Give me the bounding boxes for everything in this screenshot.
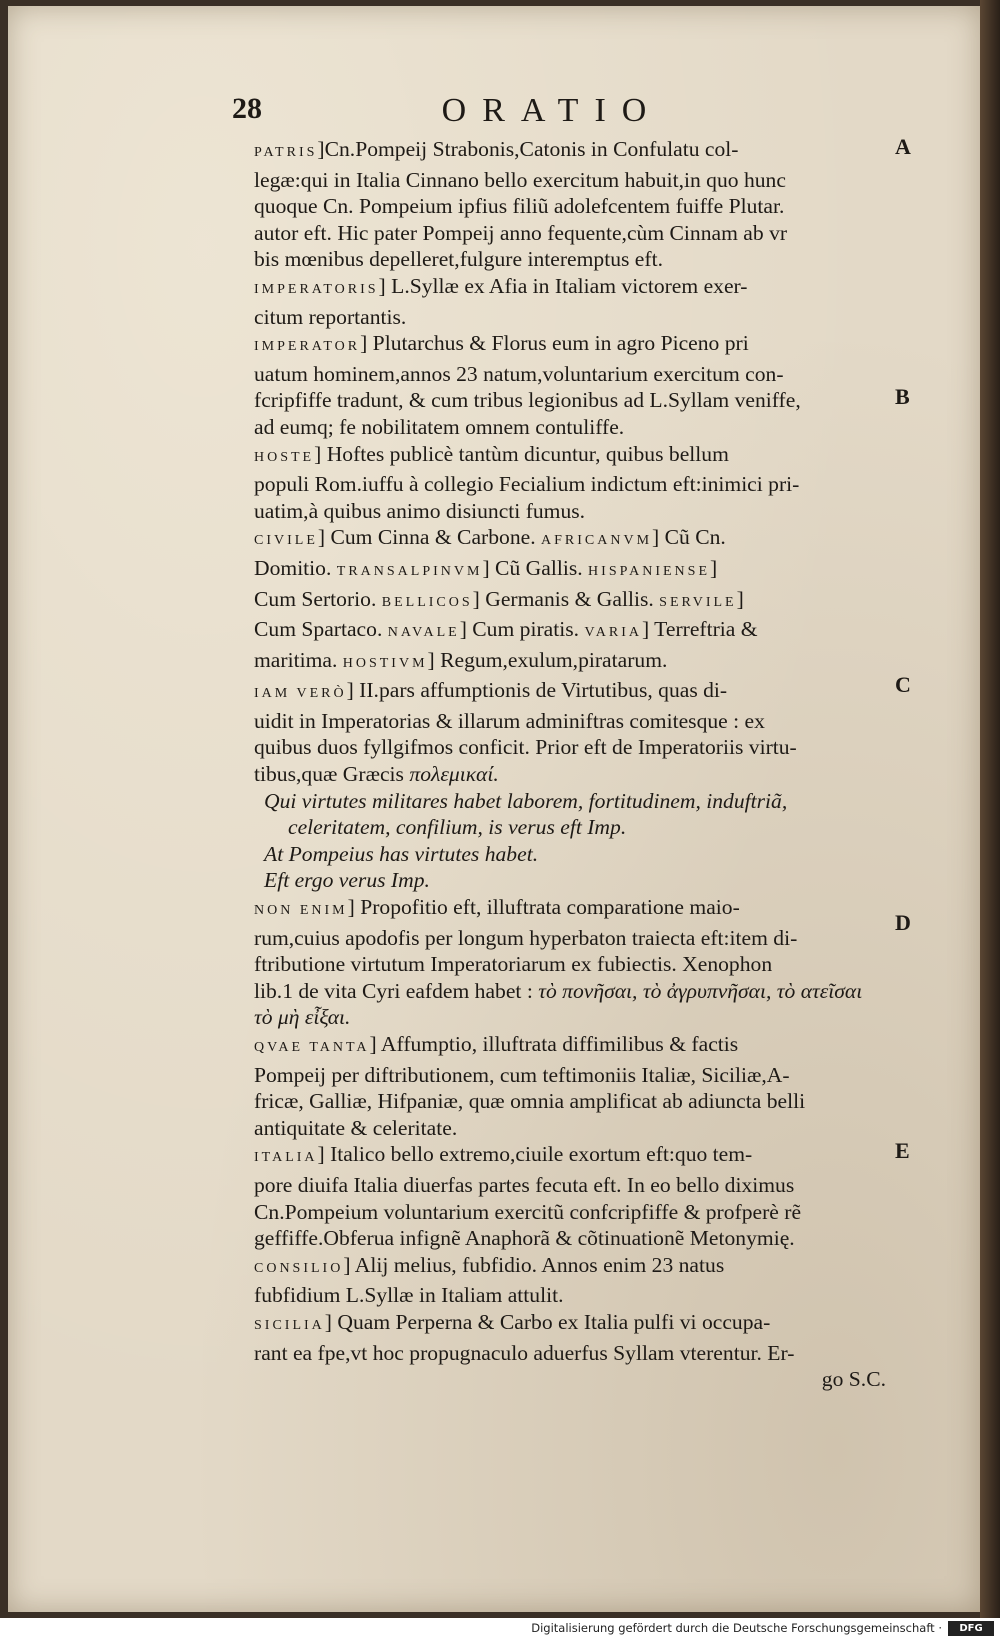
text-line	[232, 304, 892, 331]
paragraph	[232, 136, 892, 273]
italic-text: τὸ μὴ εἶξαι.	[254, 1005, 351, 1030]
lemma: NAVALE	[387, 625, 460, 641]
text-line	[232, 708, 892, 735]
italic-text: celeritatem, confilium, is verus eft Imp.	[288, 815, 627, 840]
paragraph	[232, 273, 892, 330]
text-line	[232, 761, 892, 788]
text-run: populi Rom.iuffu à collegio Fecialium indictum eft:inimici pri-	[254, 472, 800, 497]
text-run: tibus,quæ Græcis	[254, 762, 410, 787]
lemma: BELLICOS	[381, 594, 473, 610]
text-run: Cum Spartaco.	[254, 617, 388, 642]
lemma: IMPERATOR	[254, 339, 361, 355]
text-line	[232, 978, 892, 1005]
text-line	[264, 814, 892, 841]
text-run: Domitio.	[254, 555, 337, 580]
paragraph	[232, 441, 892, 525]
text-line	[232, 441, 892, 472]
text-run: rum,cuius apodofis per longum hyperbaton traiecta eft:item di-	[254, 925, 798, 950]
text-run: uatum hominem,annos 23 natum,voluntarium exercitum con-	[254, 361, 784, 386]
text-run: uidit in Imperatorias & illarum adminiftras comitesque : ex	[254, 708, 765, 733]
paragraph	[232, 677, 892, 787]
lemma: AFRICANVM	[541, 533, 653, 549]
text-line	[232, 330, 892, 361]
margin-letter-a: A	[895, 134, 911, 159]
lemma: TRANSALPINVM	[336, 563, 483, 579]
text-line	[232, 616, 892, 647]
italic-text: At Pompeius has virtutes habet.	[264, 841, 539, 866]
text-run: ]	[736, 586, 744, 611]
lemma: HISPANIENSE	[588, 563, 710, 579]
text-run: ] Hoftes publicè tantùm dicuntur, quibus bellum	[314, 441, 729, 466]
text-line	[232, 1199, 892, 1226]
lemma: QVAE TANTA	[254, 1040, 370, 1055]
text-run: geffiffe.Obferua infignẽ Anaphorã & cõtinuationẽ Metonymię.	[254, 1226, 795, 1251]
text-line	[264, 788, 892, 815]
text-body	[232, 136, 892, 1393]
text-run: ] Quam Perperna & Carbo ex Italia pulfi vi occupa-	[324, 1309, 771, 1334]
text-run: ]Cn.Pompeij Strabonis,Catonis in Confulatu col-	[317, 137, 739, 161]
paragraph	[232, 524, 892, 677]
text-run: Pompeij per diftributionem, cum teftimoniis Italiæ, Siciliæ,A-	[254, 1062, 790, 1087]
text-line	[232, 1062, 892, 1089]
text-run: ] II.pars affumptionis de Virtutibus, quas di-	[346, 678, 728, 703]
text-run: citum reportantis.	[254, 304, 407, 329]
text-line	[232, 1031, 892, 1062]
text-run: ] Italico bello extremo,ciuile exortum eft:quo tem-	[317, 1142, 753, 1167]
text-line	[232, 471, 892, 498]
text-run: fcripfiffe tradunt, & cum tribus legionibus ad L.Syllam veniffe,	[254, 388, 801, 413]
text-line	[232, 1252, 892, 1283]
lemma: SERVILE	[659, 594, 737, 610]
text-line	[232, 193, 892, 220]
lemma: PATRIS	[254, 145, 318, 160]
lemma: NON ENIM	[254, 903, 348, 919]
footer-credit: Digitalisierung gefördert durch die Deutsche Forschungsgemeinschaft ·	[531, 1621, 942, 1635]
text-line	[264, 841, 892, 868]
text-line	[232, 414, 892, 441]
lemma: CONSILIO	[254, 1260, 344, 1276]
text-line	[232, 1141, 892, 1172]
lemma: VARIA	[584, 625, 642, 641]
text-run: uatim,à quibus animo disiuncti fumus.	[254, 498, 586, 523]
lemma: HOSTIVM	[342, 655, 428, 671]
text-run: pore diuifa Italia diuerfas partes fecuta eft. In eo bello diximus	[254, 1172, 795, 1197]
text-run: ] Plutarchus & Florus eum in agro Piceno pri	[360, 331, 749, 356]
italic-text: Eft ergo verus Imp.	[264, 868, 430, 893]
text-run: ]	[710, 555, 718, 580]
text-line	[232, 1340, 892, 1367]
lemma: IMPERATORIS	[254, 281, 379, 297]
page-number: 28	[232, 92, 262, 125]
text-line	[232, 1172, 892, 1199]
text-line	[232, 167, 892, 194]
text-run: ] L.Syllæ ex Afia in Italiam victorem exer-	[378, 273, 748, 298]
paragraph	[232, 1031, 892, 1141]
text-run: ad eumq; fe nobilitatem omnem contuliffe.	[254, 414, 625, 439]
text-run: ] Propofitio eft, illuftrata comparatione maio-	[347, 895, 740, 920]
text-line	[232, 136, 892, 167]
text-run: ] Cũ Gallis.	[482, 555, 589, 580]
text-run: quibus duos fyllgifmos conficit. Prior eft de Imperatoriis virtu-	[254, 735, 797, 760]
text-run: rant ea fpe,vt hoc propugnaculo aduerfus Syllam vterentur. Er-	[254, 1340, 795, 1365]
text-run: ] Germanis & Gallis.	[472, 586, 660, 611]
lemma: HOSTE	[254, 449, 315, 465]
text-line	[232, 925, 892, 952]
text-run: ] Regum,exulum,piratarum.	[427, 647, 668, 672]
margin-letter-d: D	[895, 910, 911, 935]
text-run: autor eft. Hic pater Pompeij anno fequente,cùm Cinnam ab vr	[254, 220, 788, 245]
text-line	[232, 894, 892, 925]
lemma: IAM VERÒ	[254, 686, 347, 702]
lemma: SICILIA	[254, 1317, 325, 1333]
text-run: fubfidium L.Syllæ in Italiam attulit.	[254, 1283, 564, 1308]
text-line	[232, 498, 892, 525]
text-line	[232, 647, 892, 678]
text-run: quoque Cn. Pompeium ipfius filiũ adolefcentem fuiffe Plutar.	[254, 194, 785, 219]
lemma: ITALIA	[254, 1150, 318, 1166]
text-run: Cn.Pompeium voluntarium exercitũ confcripfiffe & profperè rẽ	[254, 1199, 802, 1224]
text-run: Cum Sertorio.	[254, 586, 382, 611]
paragraph	[232, 1252, 892, 1309]
text-line	[232, 1225, 892, 1252]
running-head: ORATIO	[441, 92, 663, 129]
page-edge	[980, 0, 1000, 1618]
text-line	[232, 734, 892, 761]
text-run: bis mœnibus depelleret,fulgure interemptus eft.	[254, 247, 663, 272]
text-line	[232, 220, 892, 247]
margin-letter-c: C	[895, 672, 911, 697]
text-line	[232, 951, 892, 978]
text-run: ] Affumptio, illuftrata diffimilibus & factis	[369, 1032, 739, 1056]
dfg-logo: DFG	[948, 1621, 994, 1636]
text-line	[232, 1088, 892, 1115]
margin-letter-b: B	[895, 384, 910, 409]
text-line	[232, 361, 892, 388]
text-run: legæ:qui in Italia Cinnano bello exercitum habuit,in quo hunc	[254, 167, 786, 192]
text-line	[264, 867, 892, 894]
margin-letter-e: E	[895, 1138, 910, 1163]
italic-text: πολεμικαί.	[409, 762, 499, 787]
text-run: lib.1 de vita Cyri eafdem habet :	[254, 978, 539, 1003]
text-line	[232, 1309, 892, 1340]
text-line	[232, 677, 892, 708]
italic-text: τὸ πονῆσαι, τὸ ἀγρυπνῆσαι, τὸ ατεῖσαι	[538, 978, 863, 1003]
text-line	[232, 1004, 892, 1031]
italic-text: Qui virtutes militares habet laborem, fortitudinem, induftriã,	[264, 788, 788, 813]
text-run: ] Cũ Cn.	[652, 525, 726, 550]
text-run: ] Alij melius, fubfidio. Annos enim 23 natus	[343, 1252, 725, 1277]
paragraph	[232, 1141, 892, 1251]
paragraph	[232, 1309, 892, 1366]
text-line	[232, 555, 892, 586]
text-run: ] Cum piratis.	[459, 617, 585, 642]
lemma: CIVILE	[254, 533, 318, 549]
footer-bar	[0, 1618, 1000, 1640]
text-run: ] Cum Cinna & Carbone.	[317, 525, 541, 550]
text-line	[232, 586, 892, 617]
text-line	[232, 1282, 892, 1309]
text-run: fricæ, Galliæ, Hifpaniæ, quæ omnia amplificat ab adiuncta belli	[254, 1089, 806, 1114]
text-run: maritima.	[254, 647, 343, 672]
text-line	[232, 387, 892, 414]
text-run: ftributione virtutum Imperatoriarum ex fubiectis. Xenophon	[254, 952, 773, 977]
text-line	[232, 246, 892, 273]
text-run: antiquitate & celeritate.	[254, 1115, 458, 1140]
text-line	[232, 524, 892, 555]
paragraph	[232, 894, 892, 1031]
paragraph	[232, 330, 892, 440]
text-line	[232, 1115, 892, 1142]
page-header	[232, 92, 872, 136]
catchword: go S.C.	[821, 1367, 886, 1392]
text-line	[232, 273, 892, 304]
text-run: ] Terreftria &	[641, 617, 758, 642]
syllogism	[232, 788, 892, 894]
